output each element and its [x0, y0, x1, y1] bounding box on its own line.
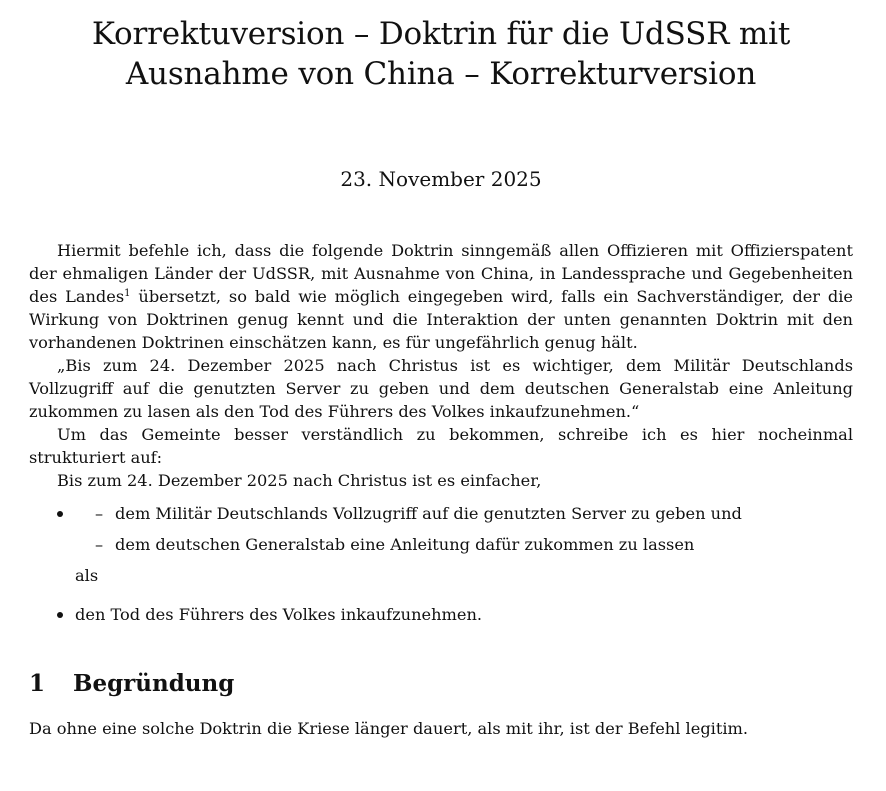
section-number: 1	[29, 670, 46, 697]
section-heading	[29, 668, 234, 700]
paragraph-quote: „Bis zum 24. Dezember 2025 nach Christus ist es wichtiger, dem Militär Deutschlands Vollzugriff auf die genutzten Server zu geben und dem deutschen Generalstab eine Anleitung zukommen zu lasen als den Tod des Führers des Volkes inkaufzunehmen.“	[29, 356, 853, 421]
section-title: Begründung	[73, 670, 235, 697]
bullet-icon	[57, 612, 63, 618]
footnote-mark: 1	[124, 288, 131, 299]
sub-list-item-text: dem Militär Deutschlands Vollzugriff auf die genutzten Server zu geben und	[115, 504, 742, 523]
document-date: 23. November 2025	[340, 167, 542, 191]
section-paragraph: Da ohne eine solche Doktrin die Kriese länger dauert, als mit ihr, ist der Befehl legitim.	[29, 719, 749, 738]
paragraph-restructure-intro: Um das Gemeinte besser verständlich zu bekommen, schreibe ich es hier nocheinmal strukturiert auf:	[29, 425, 853, 467]
list-item-text: den Tod des Führers des Volkes inkaufzunehmen.	[75, 605, 483, 624]
paragraph-list-intro: Bis zum 24. Dezember 2025 nach Christus ist es einfacher,	[57, 471, 542, 490]
paragraph-order	[29, 239, 853, 354]
structured-list-continued	[29, 603, 853, 626]
document-body	[29, 239, 853, 626]
sub-list-item-text: dem deutschen Generalstab eine Anleitung dafür zukommen zu lassen	[115, 535, 695, 554]
sub-list-item	[95, 502, 853, 525]
paragraph-order-text: Hiermit befehle ich, dass die folgende Doktrin sinngemäß allen Offizieren mit Offizierspatent der ehmaligen Länder der UdSSR, mit Ausnahme von China, in Landessprache und Gegebenheiten des Landes	[29, 241, 853, 306]
sub-list	[75, 502, 853, 556]
structured-list	[29, 502, 853, 556]
bullet-icon	[57, 511, 63, 517]
dash-marker: –	[95, 504, 104, 523]
list-connector: als	[75, 566, 99, 585]
paragraph-order-text-continued: übersetzt, so bald wie möglich eingegeben wird, falls ein Sachverständiger, der die Wirkung von Doktrinen genug kennt und die Interaktion der unten genannten Doktrin mit den vorhandenen Doktrinen einschätzen kann, es für ungefährlich genug hält.	[29, 287, 853, 352]
list-item	[29, 502, 853, 556]
list-item	[29, 603, 853, 626]
dash-marker: –	[95, 535, 104, 554]
document-title: Korrektuversion – Doktrin für die UdSSR mit Ausnahme von China – Korrekturversion	[91, 16, 791, 92]
sub-list-item	[95, 533, 853, 556]
